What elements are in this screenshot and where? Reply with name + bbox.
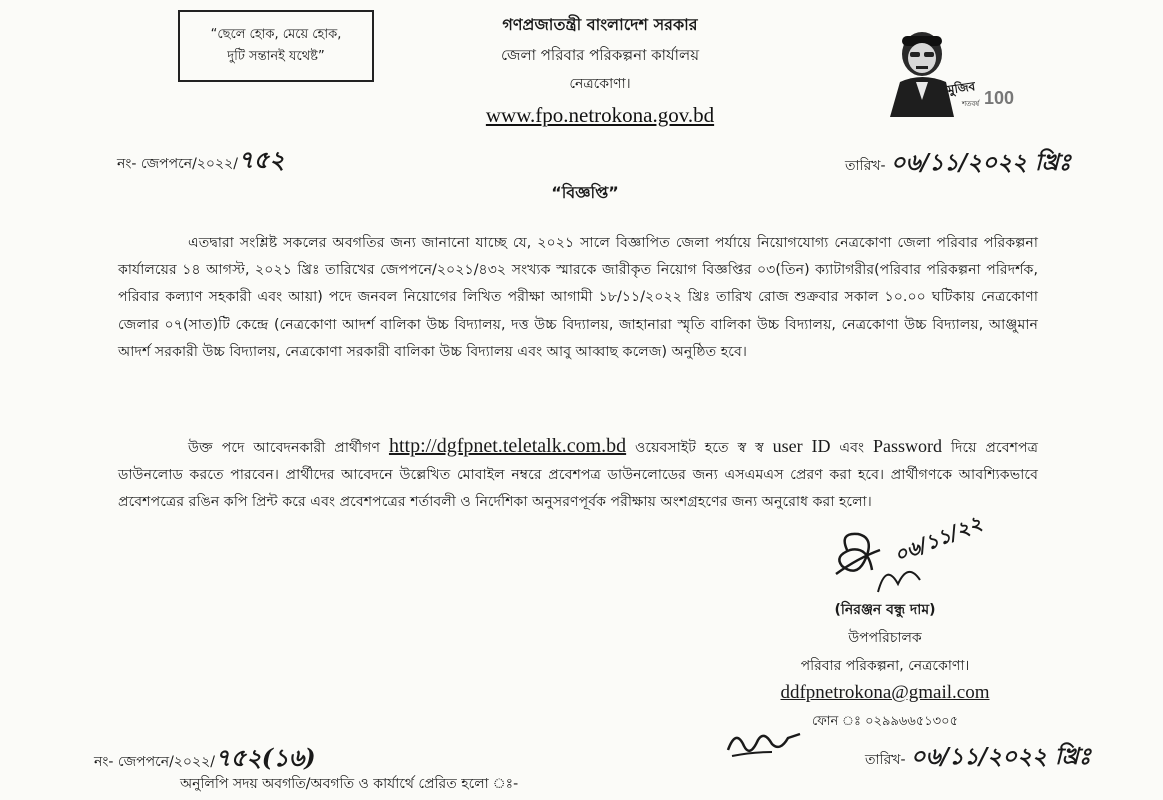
initial-signature	[722, 722, 812, 762]
paragraph2-end: দিয়ে প্রবেশপত্র ডাউনলোড করতে পারবেন। প্রার্থীদের আবেদনে উল্লেখিত মোবাইল নম্বরে প্রবেশপত্র ডাউনলোডের জন্য এসএমএস প্রেরণ করা হবে। প্রার্থীগণকে আবশ্যিকভাবে প্রবেশপত্রের রঙিন কপি প্রিন্ট করে এবং প্রবেশপত্রের শর্তাবলী ও নির্দেশিকা অনুসরণপূর্বক পরীক্ষায় অংশগ্রহণের জন্য অনুরোধ করা হলো।	[118, 440, 1039, 511]
handwritten-signature	[828, 510, 1038, 602]
paragraph2-userid: user ID	[772, 436, 831, 456]
paragraph2-start: উক্ত পদে আবেদনকারী প্রার্থীগণ	[188, 440, 381, 456]
copy-distribution-line: অনুলিপি সদয় অবগতি/অবগতি ও কার্যার্থে প্রেরিত হলো ঃ-	[180, 776, 519, 792]
signatory-office: পরিবার পরিকল্পনা, নেত্রকোণা।	[800, 658, 970, 674]
signatory-designation: উপপরিচালক	[848, 630, 922, 646]
notice-paragraph-2	[118, 433, 1038, 517]
logo-number: 100	[984, 88, 1015, 108]
memo-date-label: তারিখ-	[845, 158, 886, 174]
government-name: গণপ্রজাতন্ত্রী বাংলাদেশ সরকার	[502, 15, 698, 34]
signatory-name: (নিরঞ্জন বন্ধু দাম)	[834, 602, 936, 618]
memo-date-value: ০৬/১১/২০২২ খ্রিঃ	[890, 149, 1071, 176]
memo-ref-label: নং- জেপপনে/২০২২/	[117, 156, 238, 172]
memo-reference	[117, 142, 285, 182]
copy-ref-label: নং- জেপপনে/২০২২/	[94, 754, 215, 770]
initial-icon	[722, 722, 812, 762]
copy-date-value: ০৬/১১/২০২২ খ্রিঃ	[910, 743, 1091, 770]
notice-title: “বিজ্ঞপ্তি”	[551, 183, 619, 202]
notice-paragraph-1: এতদ্বারা সংশ্লিষ্ট সকলের অবগতির জন্য জানানো যাচ্ছে যে, ২০২১ সালে বিজ্ঞাপিত জেলা পর্যায়ে নিয়োগযোগ্য নেত্রকোণা জেলা পরিবার পরিকল্পনা কার্যালয়ের ১৪ আগস্ট, ২০২১ খ্রিঃ তারিখের জেপপনে/২০২১/৪৩২ সংখ্যক স্মারকে জারীকৃত নিয়োগ বিজ্ঞপ্তির ০৩(তিন) ক্যাটাগরীর(পরিবার পরিকল্পনা পরিদর্শক, পরিবার কল্যাণ সহকারী এবং আয়া) পদে জনবল নিয়োগের লিখিত পরীক্ষা আগামী ১৮/১১/২০২২ খ্রিঃ তারিখ রোজ শুক্রবার সকাল ১০.০০ ঘটিকায় নেত্রকোণা জেলার ০৭(সাত)টি কেন্দ্রে (নেত্রকোণা আদর্শ বালিকা উচ্চ বিদ্যালয়, দত্ত উচ্চ বিদ্যালয়, জাহানারা স্মৃতি বালিকা উচ্চ বিদ্যালয়, নেত্রকোণা উচ্চ বিদ্যালয়, আঞ্জুমান আদর্শ সরকারী উচ্চ বিদ্যালয়, নেত্রকোণা সরকারী বালিকা উচ্চ বিদ্যালয় এবং আবু আব্বাছ কলেজ) অনুষ্ঠিত হবে।	[118, 235, 1038, 360]
signature-date: ০৬/১১/২২	[890, 510, 986, 568]
copy-memo-date	[865, 738, 1091, 777]
office-city: নেত্রকোণা।	[569, 76, 631, 92]
logo-sub-text: শতবর্ষ	[962, 100, 980, 108]
signatory-email-link[interactable]: ddfpnetrokona@gmail.com	[780, 682, 990, 703]
memo-ref-number: ৭৫২	[237, 145, 285, 174]
copy-date-label: তারিখ-	[865, 752, 906, 768]
slogan-line-2: দুটি সন্তানই যথেষ্ট”	[227, 49, 325, 64]
copy-ref-number: ৭৫২(১৬)	[214, 743, 316, 772]
website-link[interactable]: www.fpo.netrokona.gov.bd	[485, 103, 715, 127]
signatory-phone: ফোন ঃ ০২৯৯৬৬৫১৩০৫	[811, 714, 959, 729]
logo-mujib-text: মুজিব	[946, 79, 977, 97]
slogan-box	[178, 10, 374, 82]
paragraph2-mid: ওয়েবসাইট হতে স্ব স্ব	[635, 440, 764, 456]
teletalk-url-link[interactable]: http://dgfpnet.teletalk.com.bd	[388, 435, 627, 457]
mujib-borsho-logo	[880, 22, 1015, 117]
memo-date	[845, 144, 1071, 183]
paragraph2-and: এবং	[839, 440, 865, 456]
slogan-line-1: “ছেলে হোক, মেয়ে হোক,	[210, 27, 342, 42]
paragraph2-password: Password	[873, 436, 943, 456]
office-name: জেলা পরিবার পরিকল্পনা কার্যালয়	[500, 46, 700, 64]
